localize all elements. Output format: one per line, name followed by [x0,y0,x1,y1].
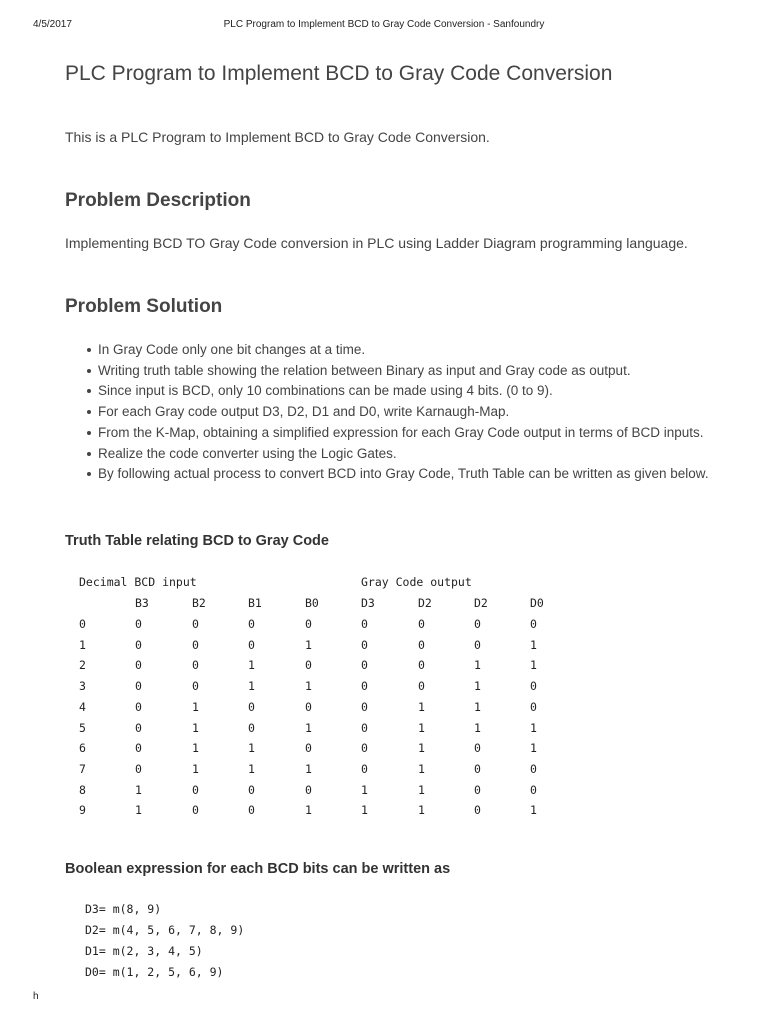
column-header: D3 [361,596,375,610]
decimal-cell: 5 [79,720,86,735]
bit-cell: 1 [305,803,312,818]
bit-cell: 0 [192,637,199,652]
solution-item: From the K-Map, obtaining a simplified expression for each Gray Code output in terms of BCD inputs. [65,423,743,444]
bit-cell: 0 [248,782,255,797]
bit-cell: 0 [192,803,199,818]
bit-cell: 0 [248,617,255,631]
print-header [0,19,768,33]
bit-cell: 1 [530,803,537,818]
problem-description-text: Implementing BCD TO Gray Code conversion in PLC using Ladder Diagram programming language. [65,235,688,251]
bit-cell: 1 [418,761,425,776]
decimal-cell: 8 [79,782,86,797]
decimal-cell: 1 [79,637,86,652]
bit-cell: 1 [248,741,255,756]
solution-item: Realize the code converter using the Logic Gates. [65,444,743,465]
decimal-cell: 3 [79,679,86,694]
bit-cell: 0 [135,679,142,694]
bit-cell: 0 [305,741,312,756]
decimal-cell: 4 [79,699,86,714]
bit-cell: 0 [530,617,537,631]
column-header: B3 [135,596,149,610]
bit-cell: 0 [530,679,537,694]
bit-cell: 0 [474,637,481,652]
bit-cell: 1 [530,741,537,756]
bit-cell: 0 [192,782,199,797]
bit-cell: 0 [361,761,368,776]
bit-cell: 1 [361,803,368,818]
bit-cell: 1 [192,741,199,756]
column-header: D0 [530,596,544,610]
bit-cell: 0 [530,761,537,776]
bit-cell: 1 [192,720,199,735]
bit-cell: 0 [135,637,142,652]
bit-cell: 1 [530,637,537,652]
intro-text: This is a PLC Program to Implement BCD to Gray Code Conversion. [65,129,490,145]
solution-item: In Gray Code only one bit changes at a time. [65,340,743,361]
column-header: D2 [474,596,488,610]
bit-cell: 1 [248,761,255,776]
bit-cell: 1 [474,658,481,673]
bit-cell: 1 [361,782,368,797]
bit-cell: 0 [305,617,312,631]
bit-cell: 1 [418,782,425,797]
bit-cell: 0 [361,617,368,631]
decimal-cell: 7 [79,761,86,776]
bit-cell: 1 [248,679,255,694]
bit-cell: 0 [135,761,142,776]
bit-cell: 1 [305,637,312,652]
bit-cell: 1 [418,803,425,818]
solution-list [65,340,743,485]
column-header: B1 [248,596,262,610]
bit-cell: 0 [192,679,199,694]
bit-cell: 0 [530,699,537,714]
solution-item: By following actual process to convert BCD into Gray Code, Truth Table can be written as given below. [65,464,743,485]
bit-cell: 1 [418,741,425,756]
bit-cell: 1 [474,679,481,694]
bit-cell: 1 [418,720,425,735]
bit-cell: 1 [192,699,199,714]
bit-cell: 0 [135,720,142,735]
print-date: 4/5/2017 [33,19,72,30]
truth-table-column-headers [65,596,705,616]
print-page-title: PLC Program to Implement BCD to Gray Code Conversion - Sanfoundry [223,19,545,30]
table-row [65,783,705,803]
table-row [65,700,705,720]
table-row [65,638,705,658]
bit-cell: 1 [248,658,255,673]
bit-cell: 0 [474,617,481,631]
bit-cell: 0 [361,658,368,673]
bit-cell: 1 [305,720,312,735]
problem-solution-heading: Problem Solution [65,296,223,317]
decimal-cell: 0 [79,617,86,631]
bit-cell: 0 [248,699,255,714]
bit-cell: 1 [135,782,142,797]
bit-cell: 0 [135,617,142,631]
table-row [65,658,705,678]
bit-cell: 0 [418,617,425,631]
bit-cell: 1 [305,761,312,776]
table-row [65,679,705,699]
bit-cell: 0 [418,658,425,673]
problem-description-heading: Problem Description [65,190,251,211]
bit-cell: 0 [474,741,481,756]
bit-cell: 0 [248,637,255,652]
bit-cell: 1 [192,761,199,776]
decimal-cell: 9 [79,803,86,818]
bit-cell: 0 [305,699,312,714]
column-header: D2 [418,596,432,610]
solution-item: Writing truth table showing the relation between Binary as input and Gray code as output. [65,361,743,382]
table-row [65,803,705,823]
bit-cell: 0 [361,720,368,735]
bit-cell: 0 [192,658,199,673]
bit-cell: 0 [474,761,481,776]
bit-cell: 1 [474,720,481,735]
article-title: PLC Program to Implement BCD to Gray Code Conversion [65,62,613,85]
table-row [65,721,705,741]
solution-item: For each Gray code output D3, D2, D1 and D0, write Karnaugh-Map. [65,402,743,423]
table-row [65,741,705,761]
bit-cell: 0 [135,741,142,756]
truth-table-heading: Truth Table relating BCD to Gray Code [65,533,329,549]
bit-cell: 1 [135,803,142,818]
boolean-expression: D2= m(4, 5, 6, 7, 8, 9) [85,923,245,937]
bit-cell: 0 [305,658,312,673]
decimal-cell: 2 [79,658,86,673]
bit-cell: 0 [361,679,368,694]
footer-mark: h [33,991,39,1002]
bit-cell: 0 [361,699,368,714]
bit-cell: 1 [474,699,481,714]
bit-cell: 0 [135,699,142,714]
boolean-expression: D1= m(2, 3, 4, 5) [85,944,203,958]
bit-cell: 0 [530,782,537,797]
bit-cell: 0 [418,637,425,652]
bit-cell: 0 [418,679,425,694]
bit-cell: 0 [192,617,199,631]
bit-cell: 1 [530,658,537,673]
bit-cell: 0 [474,803,481,818]
bit-cell: 0 [361,637,368,652]
boolean-heading: Boolean expression for each BCD bits can be written as [65,861,451,877]
bit-cell: 1 [418,699,425,714]
column-header: B2 [192,596,206,610]
bit-cell: 0 [361,741,368,756]
bit-cell: 0 [135,658,142,673]
table-row [65,617,705,637]
bit-cell: 0 [248,720,255,735]
table-row [65,762,705,782]
column-header: B0 [305,596,319,610]
bit-cell: 0 [248,803,255,818]
bit-cell: 1 [530,720,537,735]
boolean-expression: D3= m(8, 9) [85,902,162,916]
decimal-cell: 6 [79,741,86,756]
bit-cell: 0 [474,782,481,797]
bit-cell: 1 [305,679,312,694]
bit-cell: 0 [305,782,312,797]
solution-item: Since input is BCD, only 10 combinations can be made using 4 bits. (0 to 9). [65,381,743,402]
boolean-expression: D0= m(1, 2, 5, 6, 9) [85,965,224,979]
